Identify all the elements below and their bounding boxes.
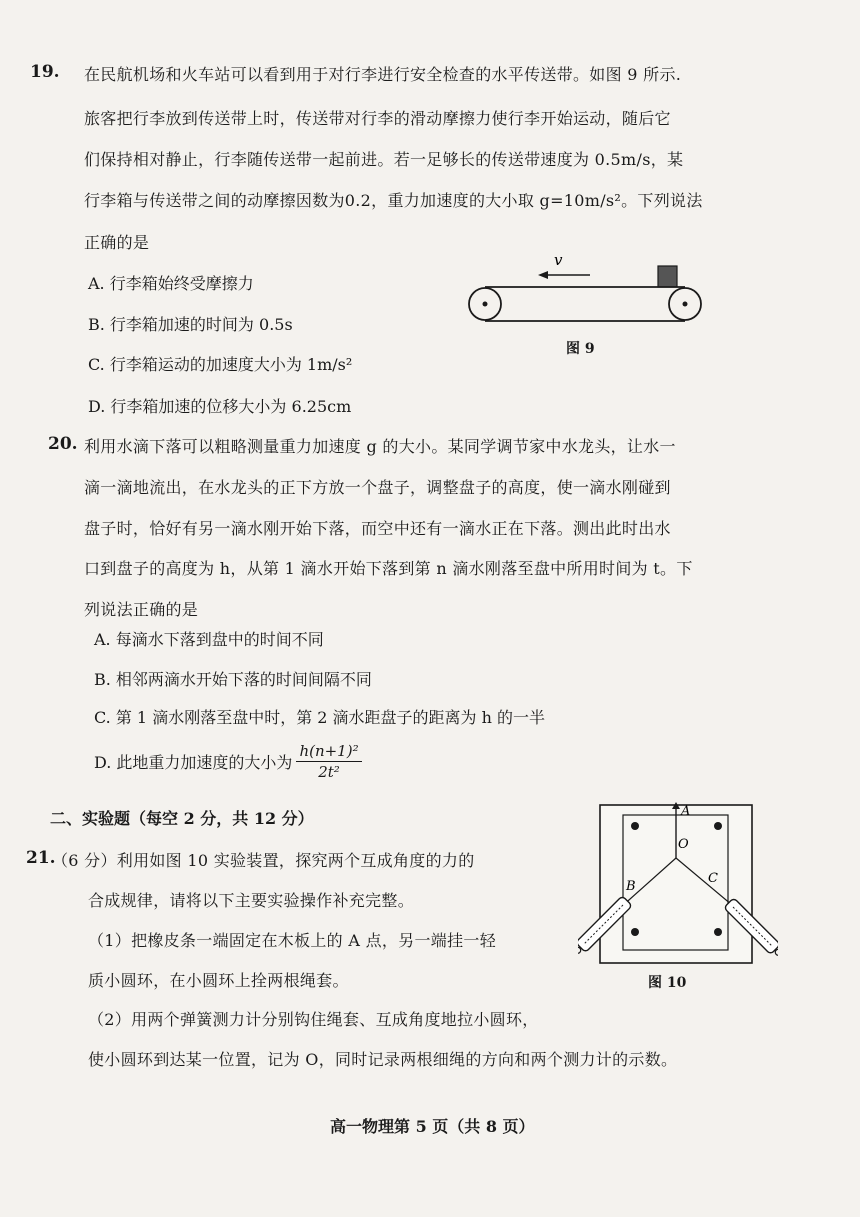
question-20-option-a: A. 每滴水下落到盘中的时间不同 <box>94 630 324 649</box>
section-2-title: 二、实验题（每空 2 分，共 12 分） <box>50 809 314 828</box>
question-19-line: 旅客把行李放到传送带上时，传送带对行李的滑动摩擦力使行李开始运动，随后它 <box>84 109 671 128</box>
question-19-number: 19. <box>30 62 60 82</box>
figure-10-caption: 图 10 <box>648 975 687 991</box>
question-19-option-d: D. 行李箱加速的位移大小为 6.25cm <box>88 397 352 416</box>
question-21-line: 使小圆环到达某一位置，记为 O，同时记录两根细绳的方向和两个测力计的示数。 <box>88 1050 678 1069</box>
question-20-line: 口到盘子的高度为 h，从第 1 滴水开始下落到第 n 滴水刚落至盘中所用时间为 t。下 <box>84 559 693 578</box>
question-21-line: （2）用两个弹簧测力计分别钩住绳套、互成角度地拉小圆环， <box>88 1010 539 1029</box>
question-19-line: 行李箱与传送带之间的动摩擦因数为0.2，重力加速度的大小取 g=10m/s²。下列说法 <box>84 191 703 210</box>
question-19-line: 们保持相对静止，行李随传送带一起前进。若一足够长的传送带速度为 0.5m/s，某 <box>84 150 684 169</box>
question-21-line: 质小圆环，在小圆环上拴两根绳套。 <box>88 971 349 990</box>
question-20-line: 列说法正确的是 <box>84 600 199 619</box>
question-20-option-c: C. 第 1 滴水刚落至盘中时，第 2 滴水距盘子的距离为 h 的一半 <box>94 708 546 727</box>
question-19-line: 正确的是 <box>84 233 150 252</box>
question-20-line: 滴一滴地流出，在水龙头的正下方放一个盘子，调整盘子的高度，使一滴水刚碰到 <box>84 478 671 497</box>
question-19-option-a: A. 行李箱始终受摩擦力 <box>88 274 254 293</box>
question-20-line: 盘子时，恰好有另一滴水刚开始下落，而空中还有一滴水正在下落。测出此时出水 <box>84 519 671 538</box>
figure-9-caption: 图 9 <box>566 341 595 357</box>
page-footer: 高一物理第 5 页（共 8 页） <box>330 1117 535 1136</box>
left-roller-axle <box>483 302 488 307</box>
question-20-number: 20. <box>48 434 78 454</box>
question-19-option-c: C. 行李箱运动的加速度大小为 1m/s² <box>88 355 353 374</box>
question-19-option-b: B. 行李箱加速的时间为 0.5s <box>88 315 293 334</box>
question-21-number: 21. <box>26 848 56 868</box>
figure-10-force-board-diagram <box>578 800 778 970</box>
thumbtack-bottom-right <box>714 928 722 936</box>
label-b: B <box>626 879 636 894</box>
gravity-formula <box>296 742 361 781</box>
label-c: C <box>708 871 718 886</box>
velocity-label: v <box>554 251 563 269</box>
question-20-option-b: B. 相邻两滴水开始下落的时间间隔不同 <box>94 670 372 689</box>
formula-numerator: h(n+1)² <box>296 742 361 762</box>
thumbtack-bottom-left <box>631 928 639 936</box>
thumbtack-top-left <box>631 822 639 830</box>
label-o: O <box>678 837 689 852</box>
figure-9-conveyor-diagram <box>462 248 712 328</box>
thumbtack-top-right <box>714 822 722 830</box>
luggage-box <box>658 266 677 287</box>
label-a: A <box>681 804 691 819</box>
question-21-line: （6 分）利用如图 10 实验装置，探究两个互成角度的力的 <box>52 851 475 870</box>
question-20-option-d-text: D. 此地重力加速度的大小为 <box>94 753 293 772</box>
question-21-line: （1）把橡皮条一端固定在木板上的 A 点，另一端挂一轻 <box>88 931 497 950</box>
right-roller-axle <box>683 302 688 307</box>
formula-denominator: 2t² <box>318 763 340 781</box>
question-21-line: 合成规律，请将以下主要实验操作补充完整。 <box>88 891 415 910</box>
question-20-line: 利用水滴下落可以粗略测量重力加速度 g 的大小。某同学调节家中水龙头，让水一 <box>84 437 676 456</box>
question-20-option-d <box>94 742 362 781</box>
question-19-line: 在民航机场和火车站可以看到用于对行李进行安全检查的水平传送带。如图 9 所示. <box>84 65 682 84</box>
velocity-arrow-head <box>538 271 548 279</box>
